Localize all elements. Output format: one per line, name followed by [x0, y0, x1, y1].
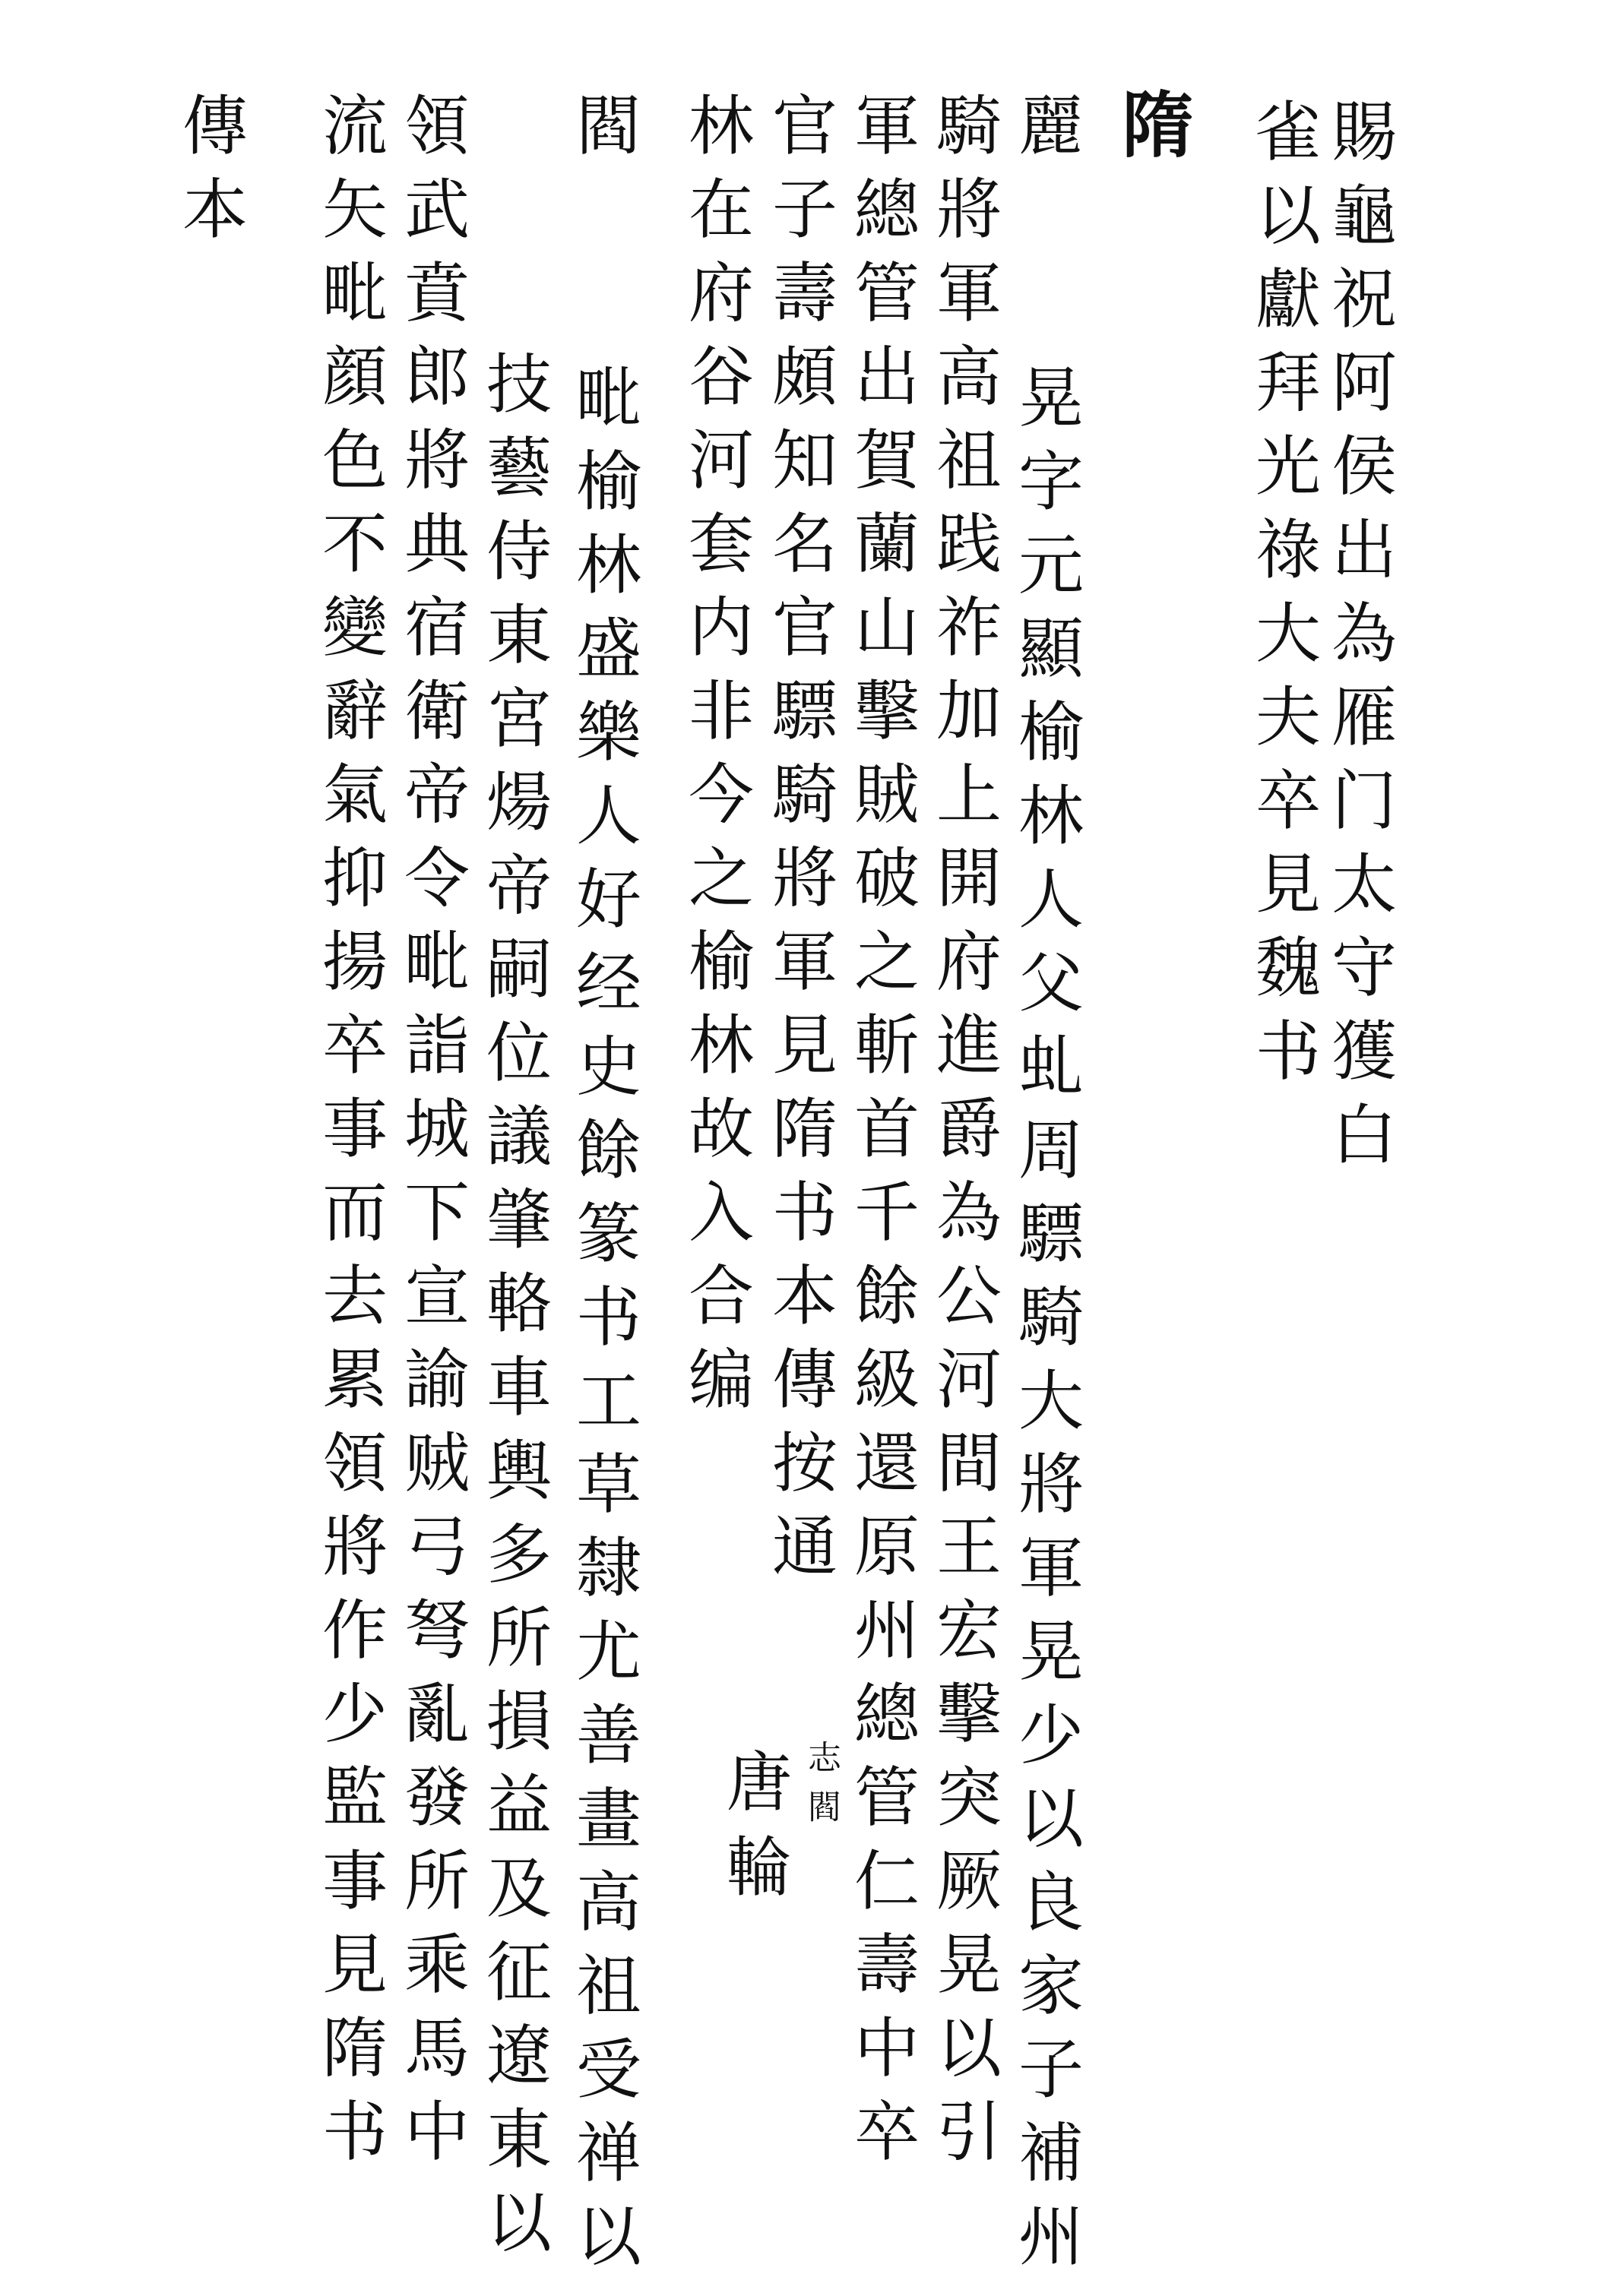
text-column-9: 閻 毗榆林盛樂人好经史餘篆书工草隸尤善畫高祖受禅以: [565, 91, 641, 2285]
text-column-4: 麗 晃字元顯榆林人父虬周驃騎大將軍晃少以良家子補州: [1007, 91, 1083, 2285]
text-column-2: 雀以獻拜光祿大夫卒見魏书: [1244, 97, 1320, 1100]
text-column-1: 賜龜祝阿侯出為雁门太守獲白: [1320, 97, 1396, 1184]
text-column-6: 軍總管出賀蘭山擊賊破之斬首千餘級還原州總管仁壽中卒: [843, 91, 919, 2181]
text-column-7: 官子壽頗知名官驃騎將軍見隋书本傳按通: [761, 91, 837, 1595]
text-column-13: 傳本: [171, 91, 247, 258]
text-column-11: 領武賁郎將典宿衛帝令毗詣城下宣諭贼弓弩亂發所乘馬中: [393, 91, 469, 2181]
text-column-8: 林在府谷河套内非今之榆林故入合编: [677, 91, 753, 1428]
text-column-10: 技藝侍東宮煬帝嗣位議肇輅車輿多所損益及征遼東以: [475, 349, 551, 2272]
text-tail-char: 輪: [715, 1833, 791, 1916]
interlinear-note-1: 志: [802, 1740, 841, 1775]
interlinear-note-2: 閻: [802, 1789, 841, 1824]
text-column-5: 騎將軍高祖践祚加上開府進爵為公河間王宏擊突厥晃以引: [925, 91, 1001, 2181]
text-end-char: 唐: [715, 1747, 791, 1831]
text-column-3: 隋: [1110, 87, 1193, 172]
text-column-12: 流矢毗顔色不變辭氣抑揚卒事而去累領將作少監事見隋书: [311, 91, 387, 2181]
